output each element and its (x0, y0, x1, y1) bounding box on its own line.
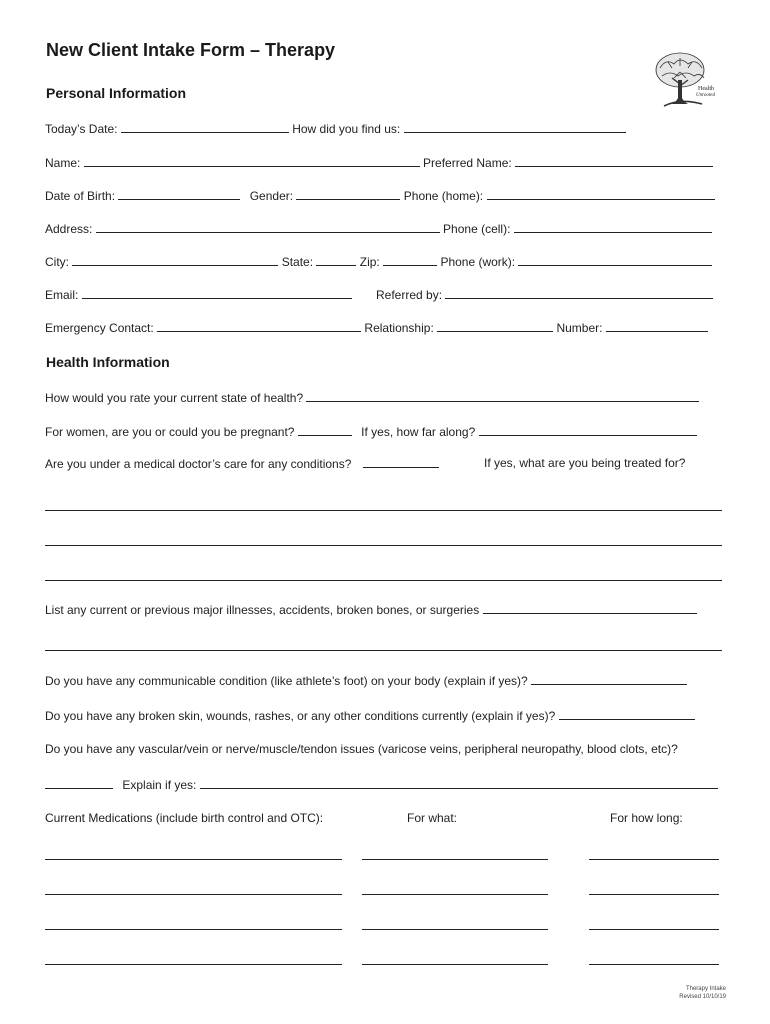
phone-home-field[interactable] (487, 188, 715, 200)
row-emergency (45, 320, 725, 335)
zip-label: Zip: (359, 255, 380, 269)
gender-label: Gender: (249, 189, 294, 203)
number-label: Number: (556, 321, 603, 335)
name-label: Name: (45, 156, 81, 170)
doctor-care-field[interactable] (363, 456, 439, 468)
pregnant-label: For women, are you or could you be pregnant? (45, 425, 295, 439)
row-city (45, 254, 725, 269)
relationship-field[interactable] (437, 320, 553, 332)
treated-for-line-1[interactable] (45, 510, 722, 511)
pregnant-field[interactable] (298, 424, 352, 436)
row-vascular-answer (45, 777, 725, 792)
broken-skin-field[interactable] (559, 708, 695, 720)
medication-name-line[interactable] (45, 894, 342, 895)
logo-text-unrooted: Unrooted (696, 93, 715, 98)
row-name (45, 155, 725, 170)
phone-cell-label: Phone (cell): (443, 222, 511, 236)
medication-duration-line[interactable] (589, 929, 719, 930)
address-field[interactable] (96, 221, 440, 233)
treated-for-line-3[interactable] (45, 580, 722, 581)
row-pregnant (45, 424, 725, 439)
preferred-name-field[interactable] (515, 155, 713, 167)
health-info-heading: Health Information (46, 354, 170, 370)
medication-for-what-line[interactable] (362, 929, 548, 930)
state-field[interactable] (316, 254, 356, 266)
explain-label: Explain if yes: (122, 778, 197, 792)
relationship-label: Relationship: (364, 321, 434, 335)
vascular-label: Do you have any vascular/vein or nerve/muscle/tendon issues (varicose veins, peripheral neuropathy, blood clots, etc)? (45, 742, 678, 756)
treated-for-label: If yes, what are you being treated for? (484, 456, 686, 470)
rate-health-field[interactable] (306, 390, 699, 402)
emergency-contact-field[interactable] (157, 320, 361, 332)
email-label: Email: (45, 288, 79, 302)
referred-by-label: Referred by: (376, 288, 443, 302)
medication-name-line[interactable] (45, 859, 342, 860)
tree-logo-icon (650, 50, 720, 112)
broken-skin-label: Do you have any broken skin, wounds, rashes, or any other conditions currently (explain if yes)? (45, 709, 556, 723)
row-date-source (45, 121, 725, 136)
row-communicable (45, 673, 725, 688)
row-broken-skin (45, 708, 725, 723)
medication-duration-line[interactable] (589, 964, 719, 965)
phone-work-label: Phone (work): (440, 255, 516, 269)
phone-home-label: Phone (home): (403, 189, 484, 203)
row-address (45, 221, 725, 236)
doctor-care-group (45, 456, 439, 471)
state-label: State: (281, 255, 314, 269)
dob-field[interactable] (118, 188, 240, 200)
phone-work-field[interactable] (518, 254, 712, 266)
preferred-name-label: Preferred Name: (423, 156, 512, 170)
medication-name-line[interactable] (45, 929, 342, 930)
form-title: New Client Intake Form – Therapy (46, 40, 336, 60)
todays-date-label: Today’s Date: (45, 122, 118, 136)
referred-by-field[interactable] (445, 287, 713, 299)
footer-line-2: Revised 10/10/19 (679, 994, 726, 1000)
explain-field[interactable] (200, 777, 718, 789)
footer-line-1: Therapy Intake (685, 986, 726, 992)
medication-duration-line[interactable] (589, 859, 719, 860)
city-field[interactable] (72, 254, 278, 266)
how-find-field[interactable] (404, 121, 626, 133)
medications-label: Current Medications (include birth control and OTC): (45, 811, 324, 825)
medication-duration-line[interactable] (589, 894, 719, 895)
medication-name-line[interactable] (45, 964, 342, 965)
name-field[interactable] (84, 155, 420, 167)
for-what-label: For what: (407, 811, 458, 825)
how-far-label: If yes, how far along? (361, 425, 476, 439)
row-rate-health (45, 390, 725, 405)
city-label: City: (45, 255, 69, 269)
phone-cell-field[interactable] (514, 221, 712, 233)
gender-field[interactable] (296, 188, 400, 200)
how-far-field[interactable] (479, 424, 697, 436)
email-group (45, 287, 352, 302)
for-how-long-label: For how long: (610, 811, 683, 825)
logo-text-health: Health (698, 86, 714, 92)
how-find-label: How did you find us: (292, 122, 401, 136)
medication-for-what-line[interactable] (362, 894, 548, 895)
referred-group (376, 287, 713, 302)
address-label: Address: (45, 222, 93, 236)
illnesses-label: List any current or previous major illnesses, accidents, broken bones, or surgeries (45, 603, 480, 617)
email-field[interactable] (82, 287, 352, 299)
todays-date-field[interactable] (121, 121, 289, 133)
row-vascular (45, 742, 725, 756)
illnesses-field[interactable] (483, 602, 697, 614)
medication-for-what-line[interactable] (362, 859, 548, 860)
zip-field[interactable] (383, 254, 437, 266)
treated-for-line-2[interactable] (45, 545, 722, 546)
communicable-label: Do you have any communicable condition (like athlete’s foot) on your body (explain if yes)? (45, 674, 528, 688)
medication-for-what-line[interactable] (362, 964, 548, 965)
rate-health-label: How would you rate your current state of health? (45, 391, 304, 405)
doctor-care-label: Are you under a medical doctor’s care for any conditions? (45, 457, 352, 471)
personal-info-heading: Personal Information (46, 85, 187, 101)
row-dob (45, 188, 725, 203)
number-field[interactable] (606, 320, 708, 332)
illnesses-line-2[interactable] (45, 650, 722, 651)
row-illnesses (45, 602, 725, 617)
emergency-contact-label: Emergency Contact: (45, 321, 154, 335)
communicable-field[interactable] (531, 673, 687, 685)
footer-revision (679, 985, 726, 1001)
vascular-answer-field[interactable] (45, 777, 113, 789)
dob-label: Date of Birth: (45, 189, 116, 203)
